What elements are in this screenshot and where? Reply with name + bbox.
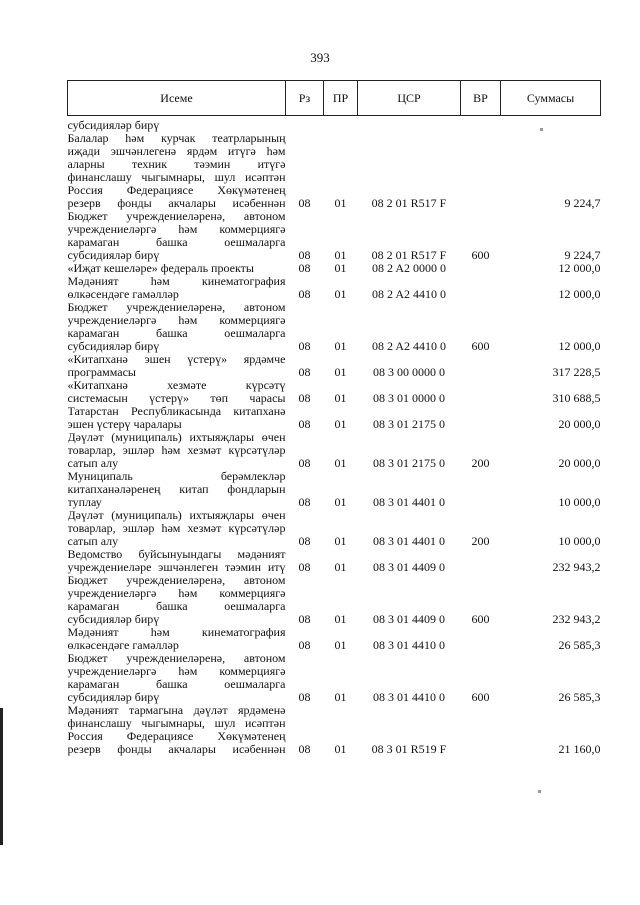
- row-name-line: өлкәсендәге гамәлләр: [67, 639, 179, 652]
- row-name-line: учреждениеләргә һәм коммерциягә: [67, 665, 286, 678]
- row-name-line: Россия Федерациясе Хөкүмәтенең: [67, 730, 286, 743]
- row-name-line: учреждениеләргә һәм коммерциягә: [67, 587, 286, 600]
- row-name-line: субсидияләр бирү: [67, 613, 160, 626]
- scan-speck: [540, 128, 543, 131]
- table-row: [68, 210, 601, 262]
- scan-speck: [538, 790, 541, 793]
- scan-edge-mark: [0, 708, 3, 845]
- row-name-line: «Китапханә хезмәте күрсәтү: [67, 379, 286, 392]
- row-pr: 01: [334, 365, 347, 379]
- row-name-line: финанслашу чыгымнары, шул исәптән: [67, 171, 286, 184]
- row-sum: 232 943,2: [552, 612, 601, 626]
- row-name-line: китапханәләренең китап фондларын: [67, 483, 286, 496]
- row-name-line: карамаган башка оешмаларга: [67, 236, 286, 249]
- row-name-line: сатып алу: [67, 535, 119, 548]
- row-name-line: Бюджет учреждениеләренә, автоном: [67, 301, 286, 314]
- row-name-line: субсидияләр бирү: [67, 249, 160, 262]
- row-rz: 08: [298, 456, 311, 470]
- row-sum: 10 000,0: [558, 534, 601, 548]
- row-name: [68, 301, 286, 353]
- row-csr: 08 2 A2 4410 0: [371, 287, 446, 301]
- row-sum: 10 000,0: [558, 495, 601, 509]
- row-sum: 12 000,0: [558, 339, 601, 353]
- row-name-line: учреждениеләре эшчәнлеген тәэмин итү: [67, 561, 286, 574]
- row-name: [68, 574, 286, 626]
- table-row: [68, 548, 601, 574]
- row-vr: [461, 132, 501, 210]
- row-vr: [461, 262, 501, 275]
- row-vr: 600: [471, 690, 490, 704]
- row-csr: 08 3 01 4410 0: [373, 690, 445, 704]
- row-name-line: системасын үстерү» төп чарасы: [67, 392, 286, 405]
- row-name: [68, 262, 286, 275]
- row-name: [68, 431, 286, 470]
- row-name: [68, 405, 286, 431]
- row-rz: 08: [298, 560, 311, 574]
- row-rz: 08: [298, 495, 311, 509]
- row-name: [68, 132, 286, 210]
- row-rz: [286, 116, 324, 133]
- row-vr: [461, 379, 501, 405]
- row-name: [68, 379, 286, 405]
- row-sum: 20 000,0: [558, 417, 601, 431]
- row-name-line: аларны техник тәэмин итүгә: [67, 158, 286, 171]
- row-name-line: субсидияләр бирү: [67, 340, 160, 353]
- row-rz: 08: [298, 638, 311, 652]
- table-row: [68, 275, 601, 301]
- row-sum: 12 000,0: [558, 261, 601, 275]
- row-csr: 08 3 01 4409 0: [373, 560, 445, 574]
- row-name-line: Дәүләт (муниципаль) ихтыяҗлары өчен: [67, 509, 286, 522]
- row-name: [68, 548, 286, 574]
- row-pr: 01: [334, 638, 347, 652]
- row-pr: 01: [334, 690, 347, 704]
- row-rz: 08: [298, 612, 311, 626]
- row-rz: 08: [298, 534, 311, 548]
- row-rz: 08: [298, 287, 311, 301]
- row-name-line: Россия Федерациясе Хөкүмәтенең: [67, 184, 286, 197]
- row-pr: 01: [334, 495, 347, 509]
- row-sum: 9 224,7: [564, 196, 601, 210]
- row-vr: 600: [471, 612, 490, 626]
- row-rz: 08: [298, 261, 311, 275]
- row-name-line: товарлар, эшләр һәм хезмәт күрсәтүләр: [67, 522, 286, 535]
- table-row: [68, 262, 601, 275]
- row-csr: 08 3 01 2175 0: [373, 456, 445, 470]
- row-name: [68, 470, 286, 509]
- row-name-line: карамаган башка оешмаларга: [67, 600, 286, 613]
- row-vr: [461, 116, 501, 133]
- row-name-line: карамаган башка оешмаларга: [67, 327, 286, 340]
- row-pr: 01: [334, 287, 347, 301]
- row-name-line: финанслашу чыгымнары, шул исәптән: [67, 717, 286, 730]
- header-vr: ВР: [461, 81, 501, 116]
- row-name-line: иҗади эшчәнлегенә ярдәм итүгә һәм: [67, 145, 286, 158]
- row-vr: [461, 353, 501, 379]
- row-vr: 200: [471, 534, 490, 548]
- row-name: [68, 652, 286, 704]
- table-row: [68, 132, 601, 210]
- row-sum: [501, 116, 601, 133]
- row-name-line: товарлар, эшләр һәм хезмәт күрсәтүләр: [67, 444, 286, 457]
- row-csr: 08 3 01 4401 0: [373, 495, 445, 509]
- row-vr: 600: [471, 248, 490, 262]
- row-name-line: «Китапханә эшен үстерү» ярдәмче: [67, 353, 286, 366]
- table-row: [68, 116, 601, 133]
- row-name-line: «Иҗат кешеләре» федераль проекты: [67, 262, 254, 275]
- table-row: [68, 301, 601, 353]
- row-name-line: субсидияләр бирү: [67, 119, 160, 132]
- row-vr: [461, 405, 501, 431]
- row-vr: [461, 470, 501, 509]
- row-name-line: өлкәсендәге гамәлләр: [67, 288, 179, 301]
- header-csr: ЦСР: [358, 81, 461, 116]
- row-pr: 01: [334, 560, 347, 574]
- row-rz: 08: [298, 248, 311, 262]
- row-csr: 08 2 01 R517 F: [371, 248, 447, 262]
- row-csr: 08 3 01 4410 0: [373, 638, 445, 652]
- row-name: [68, 275, 286, 301]
- row-csr: 08 3 01 R519 F: [371, 742, 447, 756]
- row-name-line: туплау: [67, 496, 102, 509]
- row-name: [68, 353, 286, 379]
- row-vr: [461, 626, 501, 652]
- row-csr: 08 3 01 4401 0: [373, 534, 445, 548]
- table-row: [68, 704, 601, 756]
- row-sum: 26 585,3: [558, 690, 601, 704]
- row-pr: [324, 116, 358, 133]
- row-name-line: программасы: [67, 366, 136, 379]
- row-csr: [358, 116, 461, 133]
- row-name-line: резерв фонды акчалары исәбеннән: [67, 197, 286, 210]
- row-name-line: Балалар һәм курчак театрларының: [67, 132, 286, 145]
- table-row: [68, 652, 601, 704]
- row-name: [68, 210, 286, 262]
- table-row: [68, 626, 601, 652]
- table-row: [68, 405, 601, 431]
- header-pr: ПР: [324, 81, 358, 116]
- row-pr: 01: [334, 248, 347, 262]
- row-name-line: Татарстан Республикасында китапханә: [67, 405, 286, 418]
- row-csr: 08 3 01 0000 0: [373, 391, 445, 405]
- row-sum: 12 000,0: [558, 287, 601, 301]
- row-name-line: субсидияләр бирү: [67, 691, 160, 704]
- row-csr: 08 2 A2 4410 0: [371, 339, 446, 353]
- table-body: [68, 116, 601, 757]
- row-pr: 01: [334, 391, 347, 405]
- row-sum: 232 943,2: [552, 560, 601, 574]
- row-sum: 21 160,0: [558, 742, 601, 756]
- row-name: [68, 704, 286, 756]
- row-name-line: Муниципаль берәмлекләр: [67, 470, 286, 483]
- row-sum: 9 224,7: [564, 248, 601, 262]
- table-row: [68, 431, 601, 470]
- row-name: [68, 116, 286, 133]
- row-name-line: Бюджет учреждениеләренә, автоном: [67, 210, 286, 223]
- row-rz: 08: [298, 196, 311, 210]
- row-pr: 01: [334, 196, 347, 210]
- row-sum: 317 228,5: [552, 365, 601, 379]
- row-rz: 08: [298, 391, 311, 405]
- table-header: [68, 81, 601, 116]
- row-rz: 08: [298, 742, 311, 756]
- row-vr: [461, 548, 501, 574]
- header-name: Исеме: [68, 81, 286, 116]
- row-csr: 08 2 01 R517 F: [371, 196, 447, 210]
- budget-table: [67, 80, 601, 756]
- row-name-line: Мәдәният тармагына дәүләт ярдәменә: [67, 704, 286, 717]
- row-pr: 01: [334, 742, 347, 756]
- row-pr: 01: [334, 417, 347, 431]
- row-sum: 20 000,0: [558, 456, 601, 470]
- table-row: [68, 353, 601, 379]
- page-number: 393: [310, 50, 330, 65]
- table-row: [68, 379, 601, 405]
- row-pr: 01: [334, 261, 347, 275]
- row-name-line: резерв фонды акчалары исәбеннән: [67, 743, 286, 756]
- row-sum: 310 688,5: [552, 391, 601, 405]
- row-pr: 01: [334, 339, 347, 353]
- row-csr: 08 3 01 4409 0: [373, 612, 445, 626]
- row-name-line: Дәүләт (муниципаль) ихтыяҗлары өчен: [67, 431, 286, 444]
- row-rz: 08: [298, 339, 311, 353]
- row-name: [68, 626, 286, 652]
- table-row: [68, 574, 601, 626]
- row-name: [68, 509, 286, 548]
- row-name-line: Бюджет учреждениеләренә, автоном: [67, 652, 286, 665]
- row-name-line: Мәдәният һәм кинематография: [67, 275, 286, 288]
- row-pr: 01: [334, 534, 347, 548]
- row-name-line: Мәдәният һәм кинематография: [67, 626, 286, 639]
- row-csr: 08 2 A2 0000 0: [371, 261, 446, 275]
- row-name-line: сатып алу: [67, 457, 119, 470]
- table-row: [68, 470, 601, 509]
- row-name-line: учреждениеләргә һәм коммерциягә: [67, 223, 286, 236]
- row-rz: 08: [298, 690, 311, 704]
- table-row: [68, 509, 601, 548]
- row-rz: 08: [298, 417, 311, 431]
- row-sum: 26 585,3: [558, 638, 601, 652]
- row-pr: 01: [334, 456, 347, 470]
- row-vr: 200: [471, 456, 490, 470]
- row-name-line: карамаган башка оешмаларга: [67, 678, 286, 691]
- row-name-line: Ведомство буйсынуындагы мәдәният: [67, 548, 286, 561]
- row-name-line: Бюджет учреждениеләренә, автоном: [67, 574, 286, 587]
- row-vr: [461, 704, 501, 756]
- row-vr: [461, 275, 501, 301]
- row-csr: 08 3 01 2175 0: [373, 417, 445, 431]
- row-vr: 600: [471, 339, 490, 353]
- header-sum: Суммасы: [501, 81, 601, 116]
- row-rz: 08: [298, 365, 311, 379]
- row-name-line: учреждениеләргә һәм коммерциягә: [67, 314, 286, 327]
- row-name-line: эшен үстерү чаралары: [67, 418, 182, 431]
- row-csr: 08 3 00 0000 0: [373, 365, 445, 379]
- header-rz: Рз: [286, 81, 324, 116]
- row-pr: 01: [334, 612, 347, 626]
